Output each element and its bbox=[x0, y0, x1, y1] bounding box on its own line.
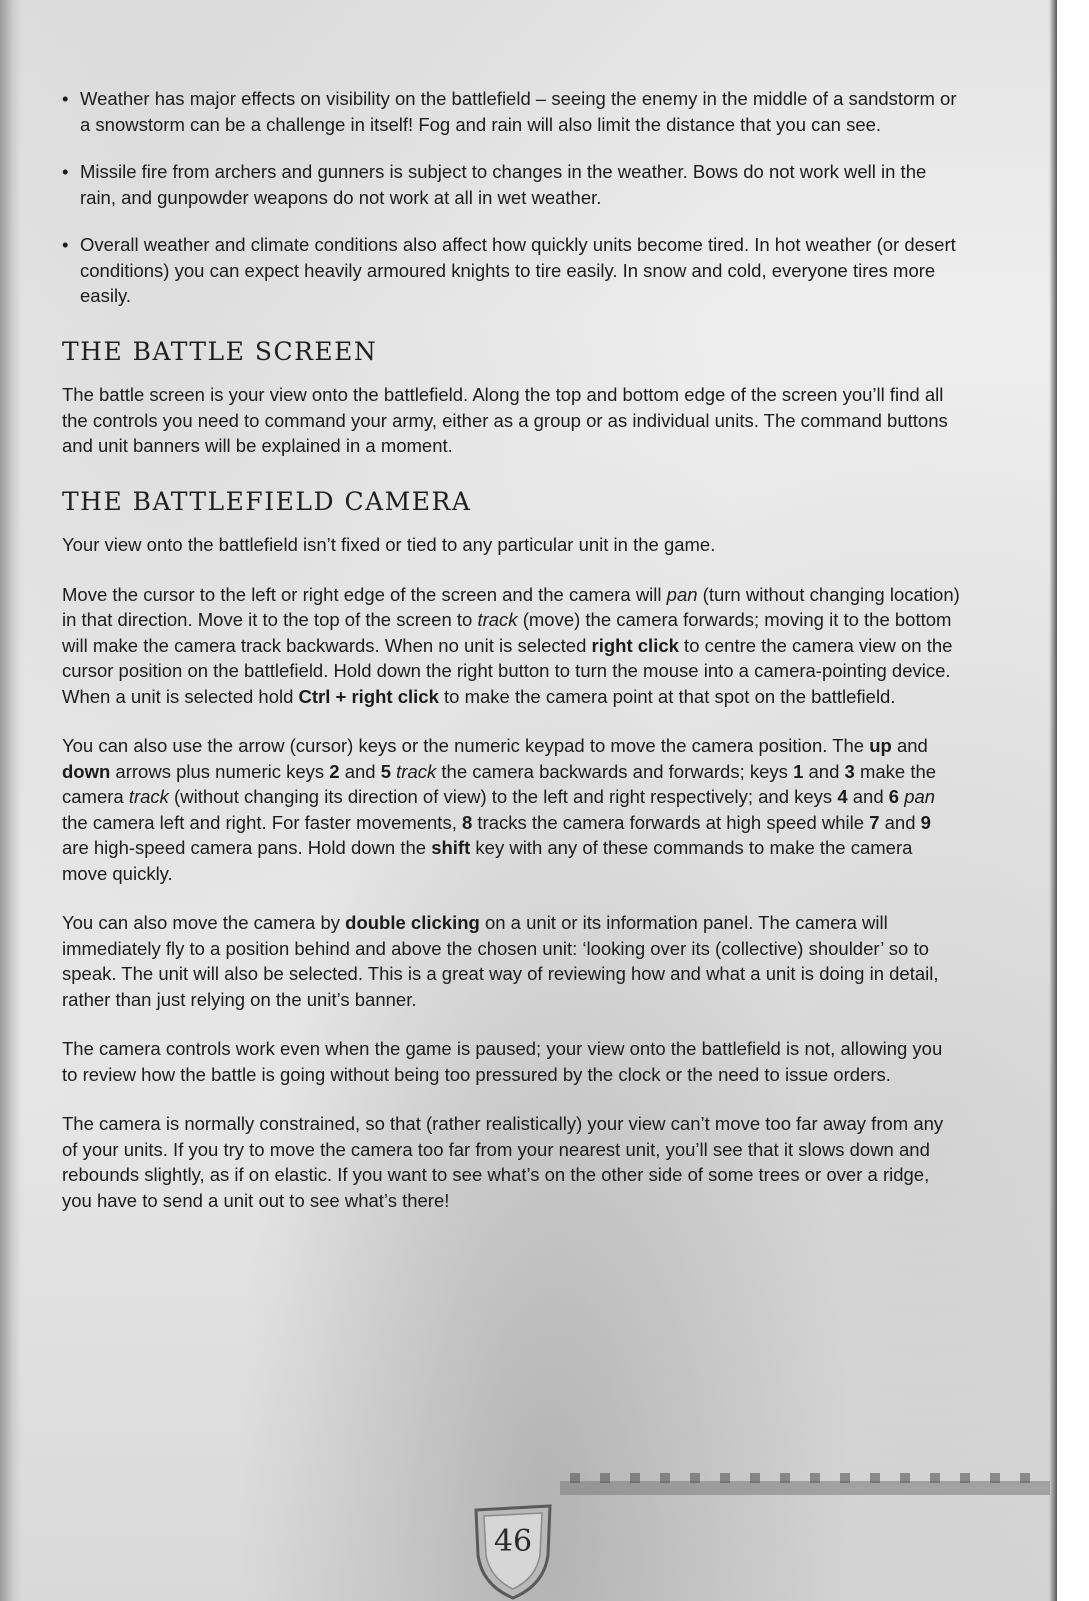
page-right-shadow bbox=[1049, 0, 1057, 1601]
camera-double-click-paragraph: You can also move the camera by double clicking on a unit or its information panel. The camera will immediately fly to a position behind and above the chosen unit: ‘looking over its (collective) shoulder’ so to speak. The unit will also be selected. This is a great way of reviewing how and what a unit is doing in detail, rather than just relying on the unit’s banner. bbox=[62, 912, 939, 1010]
track-term: track bbox=[477, 609, 518, 630]
camera-intro-paragraph: Your view onto the battlefield isn’t fixed or tied to any particular unit in the game. bbox=[62, 534, 716, 555]
key-8: 8 bbox=[461, 811, 473, 833]
bullet-text: Missile fire from archers and gunners is subject to changes in the weather. Bows do not work well in the rain, and gunpowder weapons do not work at all in wet weather. bbox=[80, 161, 927, 208]
pan-term: pan bbox=[904, 786, 936, 807]
page-number-shield bbox=[468, 1500, 558, 1600]
weather-bullet-list bbox=[62, 86, 962, 309]
key-9: 9 bbox=[920, 811, 931, 833]
camera-constrained-paragraph: The camera is normally constrained, so that (rather realistically) your view can’t move too far away from any of your units. If you try to move the camera too far from your nearest unit, you’ll see that it slows down and rebounds slightly, as if on elastic. If you want to see what’s on the other side of some trees or over a ridge, you have to send a unit out to see what’s there! bbox=[62, 1113, 944, 1211]
bullet-item bbox=[62, 86, 962, 137]
ctrl-right-click-term: Ctrl + right click bbox=[298, 685, 439, 707]
bullet-dot: • bbox=[62, 234, 69, 255]
key-7: 7 bbox=[869, 811, 880, 833]
shift-key: shift bbox=[431, 837, 471, 858]
camera-paused-paragraph: The camera controls work even when the game is paused; your view onto the battlefield is not, allowing you to review how the battle is going without being too pressured by the clock or the need to issue orders. bbox=[62, 1038, 943, 1085]
key-2: 2 bbox=[329, 760, 340, 782]
key-1: 1 bbox=[793, 760, 804, 782]
key-5: 5 bbox=[380, 760, 392, 782]
page-left-shadow bbox=[0, 0, 22, 1601]
castle-wall-decoration bbox=[560, 1461, 1050, 1521]
bullet-text: Weather has major effects on visibility on the battlefield – seeing the enemy in the middle of a sandstorm or a snowstorm can be a challenge in itself! Fog and rain will also limit the distance that you can see. bbox=[80, 88, 957, 135]
bullet-dot: • bbox=[62, 161, 69, 182]
key-4: 4 bbox=[837, 786, 848, 807]
battlefield-camera-heading: THE BATTLEFIELD CAMERA bbox=[62, 486, 472, 516]
key-6: 6 bbox=[888, 786, 900, 807]
up-key: up bbox=[869, 735, 892, 756]
page-number: 46 bbox=[493, 1524, 533, 1559]
bullet-dot: • bbox=[62, 88, 69, 109]
battle-screen-paragraph: The battle screen is your view onto the battlefield. Along the top and bottom edge of the screen you’ll find all the controls you need to command your army, either as a group or as individual units. The command buttons and unit banners will be explained in a moment. bbox=[62, 384, 948, 456]
bullet-item bbox=[62, 159, 962, 210]
track-term: track bbox=[128, 786, 169, 807]
camera-keys-paragraph: You can also use the arrow (cursor) keys or the numeric keypad to move the camera position. The up and down arrows plus numeric keys 2 and 5 track the camera backwards and forwards; keys 1 and 3 make the camera track (without changing its direction of view) to the left and right respectively; and keys 4 and 6 pan the camera left and right. For faster movements, 8 tracks the camera forwards at high speed while 7 and 9 are high-speed camera pans. Hold down the shift key with any of these commands to make the camera move quickly. bbox=[62, 735, 937, 884]
page-text bbox=[62, 86, 962, 1237]
track-term: track bbox=[396, 760, 437, 782]
page-right-margin bbox=[1057, 0, 1089, 1601]
bullet-text: Overall weather and climate conditions also affect how quickly units become tired. In hot weather (or desert conditions) you can expect heavily armoured knights to tire easily. In snow and cold, everyone tires more easily. bbox=[80, 234, 956, 306]
bullet-item bbox=[62, 232, 962, 309]
pan-term: pan bbox=[666, 583, 698, 605]
down-key: down bbox=[62, 760, 111, 782]
double-clicking-term: double clicking bbox=[345, 912, 480, 933]
camera-movement-paragraph: Move the cursor to the left or right edge of the screen and the camera will pan (turn without changing location) in that direction. Move it to the top of the screen to track (move) the camera forwards; moving it to the bottom will make the camera track backwards. When no unit is selected right click to centre the camera view on the cursor position on the battlefield. Hold down the right button to turn the mouse into a camera-pointing device. When a unit is selected hold Ctrl + right click to make the camera point at that spot on the battlefield. bbox=[62, 583, 960, 707]
battle-screen-heading: THE BATTLE SCREEN bbox=[62, 336, 378, 366]
key-3: 3 bbox=[844, 760, 855, 782]
right-click-term: right click bbox=[591, 634, 679, 656]
